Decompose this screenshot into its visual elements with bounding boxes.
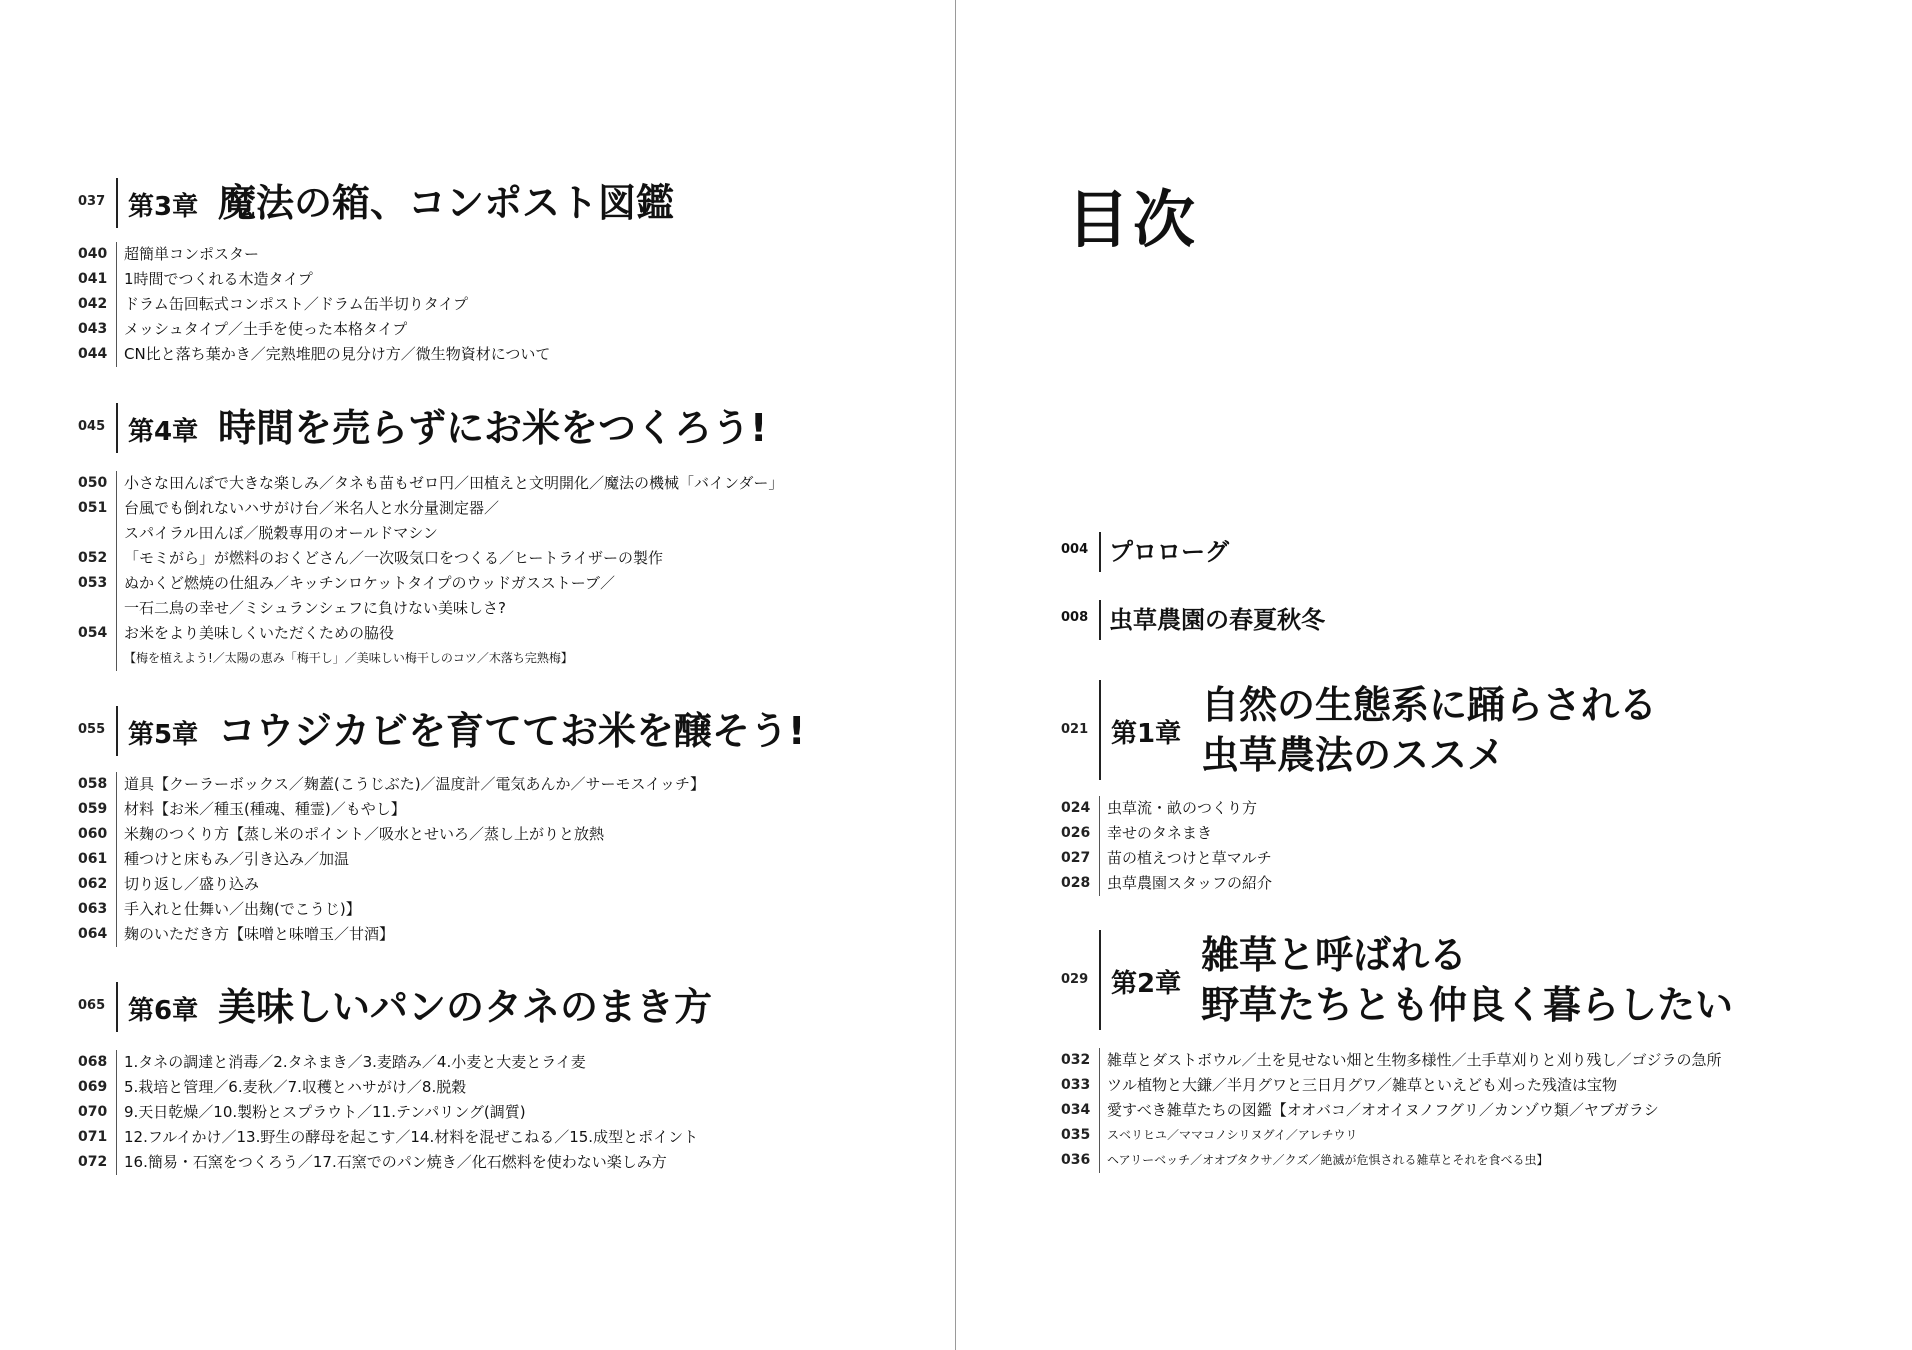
list-item — [78, 646, 938, 671]
entry-text: 小さな田んぼで大きな楽しみ／タネも苗もゼロ円／田植えと文明開化／魔法の機械「バインダー」 — [124, 474, 784, 492]
entry-text: 台風でも倒れないハサがけ台／米名人と水分量測定器／ — [124, 499, 500, 517]
entry-text: お米をより美味しくいただくための脇役 — [124, 624, 395, 642]
entry-text: スベリヒユ／ママコノシリヌグイ／アレチウリ — [1107, 1128, 1358, 1142]
chapter-page-number: 065 — [78, 998, 106, 1013]
entry-bar — [116, 596, 117, 621]
list-item — [1061, 1123, 1881, 1148]
entry-page-number: 004 — [1061, 542, 1089, 557]
list-item — [78, 342, 938, 367]
entry-text: 愛すべき雑草たちの図鑑【オオバコ／オオイヌノフグリ／カンゾウ類／ヤブガラシ — [1107, 1101, 1659, 1119]
list-item — [78, 521, 938, 546]
list-item — [78, 897, 938, 922]
entry-text: CN比と落ち葉かき／完熟堆肥の見分け方／微生物資材について — [124, 345, 551, 363]
entry-text: ドラム缶回転式コンポスト／ドラム缶半切りタイプ — [124, 295, 468, 313]
entry-page-number: 008 — [1061, 610, 1089, 625]
entry-page-number: 035 — [1061, 1127, 1091, 1143]
entry-page-number: 061 — [78, 851, 108, 867]
entry-text: 切り返し／盛り込み — [124, 875, 260, 893]
chapter-title: コウジカビを育ててお米を醸そう! — [218, 709, 806, 753]
list-item — [78, 317, 938, 342]
chapter-title: 魔法の箱、コンポスト図鑑 — [218, 181, 675, 225]
entry-text: 麹のいただき方【味噌と味噌玉／甘酒】 — [124, 925, 395, 943]
chapter-page-number: 037 — [78, 194, 106, 209]
entry-page-number: 059 — [78, 801, 108, 817]
entry-text: 虫草流・畝のつくり方 — [1107, 799, 1258, 817]
entry-text: 12.フルイかけ／13.野生の酵母を起こす／14.材料を混ぜこねる／15.成型とポイント — [124, 1128, 699, 1146]
entry-page-number: 032 — [1061, 1052, 1091, 1068]
entry-page-number: 040 — [78, 246, 108, 262]
entry-page-number: 028 — [1061, 875, 1091, 891]
entry-page-number: 071 — [78, 1129, 108, 1145]
list-item — [78, 496, 938, 521]
entry-text: 種つけと床もみ／引き込み／加温 — [124, 850, 350, 868]
chapter-page-number: 029 — [1061, 972, 1089, 987]
entry-text: 一石二鳥の幸せ／ミシュランシェフに負けない美味しさ? — [124, 599, 506, 617]
entry-title: プロローグ — [1109, 538, 1229, 566]
list-item — [1061, 821, 1861, 846]
entry-bar — [116, 317, 117, 342]
entry-page-number: 060 — [78, 826, 108, 842]
entry-bar — [116, 822, 117, 847]
chapter-bar — [1099, 680, 1101, 780]
entry-text: 1.タネの調達と消毒／2.タネまき／3.麦踏み／4.小麦と大麦とライ麦 — [124, 1053, 586, 1071]
entry-page-number: 070 — [78, 1104, 108, 1120]
entry-list — [1061, 796, 1861, 896]
entry-list — [78, 471, 938, 671]
toc-entry-prologue — [1061, 532, 1561, 572]
entry-page-number: 034 — [1061, 1102, 1091, 1118]
entry-page-number: 052 — [78, 550, 108, 566]
list-item — [78, 571, 938, 596]
entry-text: メッシュタイプ／土手を使った本格タイプ — [124, 320, 408, 338]
entry-list — [78, 1050, 938, 1175]
entry-page-number: 024 — [1061, 800, 1091, 816]
entry-bar — [116, 621, 117, 646]
entry-bar — [116, 646, 117, 671]
entry-page-number: 068 — [78, 1054, 108, 1070]
entry-text: 9.天日乾燥／10.製粉とスプラウト／11.テンパリング(調質) — [124, 1103, 526, 1121]
entry-text: 道具【クーラーボックス／麹蓋(こうじぶた)／温度計／電気あんか／サーモスイッチ】 — [124, 775, 705, 793]
list-item — [78, 822, 938, 847]
entry-bar — [1099, 1073, 1100, 1098]
entry-bar — [1099, 796, 1100, 821]
chapter-label: 第5章 — [128, 720, 199, 750]
chapter-page-number: 045 — [78, 419, 106, 434]
entry-list — [1061, 1048, 1881, 1173]
entry-bar — [116, 292, 117, 317]
entry-bar — [116, 797, 117, 822]
list-item — [78, 292, 938, 317]
entry-bar — [1099, 1123, 1100, 1148]
entry-text: 苗の植えつけと草マルチ — [1107, 849, 1272, 867]
list-item — [78, 847, 938, 872]
entry-text: 1時間でつくれる木造タイプ — [124, 270, 313, 288]
entry-bar — [116, 546, 117, 571]
entry-page-number: 069 — [78, 1079, 108, 1095]
entry-page-number: 072 — [78, 1154, 108, 1170]
chapter-title: 美味しいパンのタネのまき方 — [218, 985, 713, 1029]
page-gutter — [955, 0, 956, 1350]
chapter-title-line-1: 自然の生態系に踊らされる — [1201, 683, 1658, 727]
list-item — [78, 1100, 938, 1125]
entry-bar — [116, 242, 117, 267]
entry-text: ぬかくど燃焼の仕組み／キッチンロケットタイプのウッドガスストーブ／ — [124, 574, 615, 592]
entry-page-number: 033 — [1061, 1077, 1091, 1093]
entry-bar — [116, 847, 117, 872]
list-item — [1061, 796, 1861, 821]
entry-bar — [116, 897, 117, 922]
list-item — [1061, 1098, 1881, 1123]
entry-bar — [116, 267, 117, 292]
entry-text: 虫草農園スタッフの紹介 — [1107, 874, 1273, 892]
entry-bar — [116, 496, 117, 521]
entry-text: 材料【お米／種玉(種魂、種霊)／もやし】 — [124, 800, 406, 818]
entry-page-number: 054 — [78, 625, 108, 641]
entry-list — [78, 772, 938, 947]
entry-bar — [116, 772, 117, 797]
list-item — [78, 546, 938, 571]
entry-page-number: 058 — [78, 776, 108, 792]
chapter-title-line-2: 野草たちとも仲良く暮らしたい — [1201, 983, 1734, 1027]
chapter-bar — [116, 178, 118, 228]
entry-text: 【梅を植えよう!／太陽の恵み「梅干し」／美味しい梅干しのコツ／木落ち完熟梅】 — [124, 651, 573, 665]
entry-page-number: 036 — [1061, 1152, 1091, 1168]
page-title: 目次 — [1067, 183, 1200, 256]
entry-list — [78, 242, 938, 367]
entry-page-number: 053 — [78, 575, 108, 591]
entry-text: ヘアリーベッチ／オオブタクサ／クズ／絶滅が危惧される雑草とそれを食べる虫】 — [1107, 1153, 1549, 1167]
entry-page-number: 042 — [78, 296, 108, 312]
entry-bar — [116, 1150, 117, 1175]
entry-page-number: 043 — [78, 321, 108, 337]
entry-bar — [116, 342, 117, 367]
list-item — [78, 471, 938, 496]
entry-bar — [116, 1050, 117, 1075]
entry-page-number: 041 — [78, 271, 108, 287]
list-item — [78, 1075, 938, 1100]
entry-bar — [116, 521, 117, 546]
list-item — [78, 1150, 938, 1175]
chapter-label: 第3章 — [128, 192, 199, 222]
entry-bar — [116, 922, 117, 947]
entry-bar — [116, 471, 117, 496]
entry-page-number: 064 — [78, 926, 108, 942]
list-item — [78, 267, 938, 292]
entry-page-number: 062 — [78, 876, 108, 892]
entry-bar — [1099, 1148, 1100, 1173]
chapter-label: 第1章 — [1111, 719, 1182, 749]
entry-bar — [1099, 821, 1100, 846]
chapter-bar — [1099, 930, 1101, 1030]
list-item — [78, 922, 938, 947]
list-item — [78, 1050, 938, 1075]
entry-page-number: 044 — [78, 346, 108, 362]
list-item — [78, 242, 938, 267]
chapter-bar — [116, 982, 118, 1032]
list-item — [78, 1125, 938, 1150]
entry-bar — [1099, 846, 1100, 871]
entry-text: 超簡単コンポスター — [124, 245, 260, 263]
entry-bar — [1099, 532, 1101, 572]
list-item — [78, 596, 938, 621]
list-item — [1061, 846, 1861, 871]
list-item — [1061, 1048, 1881, 1073]
chapter-title-line-2: 虫草農法のススメ — [1201, 733, 1506, 777]
list-item — [78, 621, 938, 646]
right-page — [957, 0, 1912, 1350]
entry-bar — [116, 872, 117, 897]
entry-bar — [1099, 1098, 1100, 1123]
chapter-bar — [116, 706, 118, 756]
entry-bar — [116, 1100, 117, 1125]
entry-bar — [1099, 871, 1100, 896]
list-item — [1061, 1148, 1881, 1173]
chapter-bar — [116, 403, 118, 453]
entry-text: 「モミがら」が燃料のおくどさん／一次吸気口をつくる／ヒートライザーの製作 — [124, 549, 663, 567]
chapter-title: 時間を売らずにお米をつくろう! — [218, 406, 768, 450]
entry-text: 幸せのタネまき — [1107, 824, 1213, 842]
chapter-page-number: 055 — [78, 722, 106, 737]
entry-text: 16.簡易・石窯をつくろう／17.石窯でのパン焼き／化石燃料を使わない楽しみ方 — [124, 1153, 667, 1171]
list-item — [78, 872, 938, 897]
entry-bar — [116, 1075, 117, 1100]
entry-text: スパイラル田んぼ／脱穀専用のオールドマシン — [124, 524, 438, 542]
entry-page-number: 027 — [1061, 850, 1091, 866]
chapter-label: 第4章 — [128, 417, 199, 447]
chapter-title-line-1: 雑草と呼ばれる — [1201, 933, 1468, 977]
entry-bar — [116, 1125, 117, 1150]
entry-page-number: 051 — [78, 500, 108, 516]
toc-entry-seasons — [1061, 600, 1561, 640]
list-item — [78, 797, 938, 822]
entry-page-number: 026 — [1061, 825, 1091, 841]
entry-text: 手入れと仕舞い／出麹(でこうじ)】 — [124, 900, 361, 918]
entry-text: 米麹のつくり方【蒸し米のポイント／吸水とせいろ／蒸し上がりと放熱 — [124, 825, 605, 843]
entry-text: 5.栽培と管理／6.麦秋／7.収穫とハサがけ／8.脱穀 — [124, 1078, 467, 1096]
entry-bar — [1099, 1048, 1100, 1073]
chapter-label: 第6章 — [128, 996, 199, 1026]
chapter-page-number: 021 — [1061, 722, 1089, 737]
entry-text: ツル植物と大鎌／半月グワと三日月グワ／雑草といえども刈った残渣は宝物 — [1107, 1076, 1618, 1094]
list-item — [78, 772, 938, 797]
entry-bar — [116, 571, 117, 596]
entry-page-number: 063 — [78, 901, 108, 917]
chapter-label: 第2章 — [1111, 969, 1182, 999]
left-page — [0, 0, 955, 1350]
entry-page-number: 050 — [78, 475, 108, 491]
entry-title: 虫草農園の春夏秋冬 — [1109, 606, 1325, 634]
list-item — [1061, 1073, 1881, 1098]
entry-text: 雑草とダストボウル／土を見せない畑と生物多様性／土手草刈りと刈り残し／ゴジラの急所 — [1107, 1051, 1722, 1069]
list-item — [1061, 871, 1861, 896]
entry-bar — [1099, 600, 1101, 640]
